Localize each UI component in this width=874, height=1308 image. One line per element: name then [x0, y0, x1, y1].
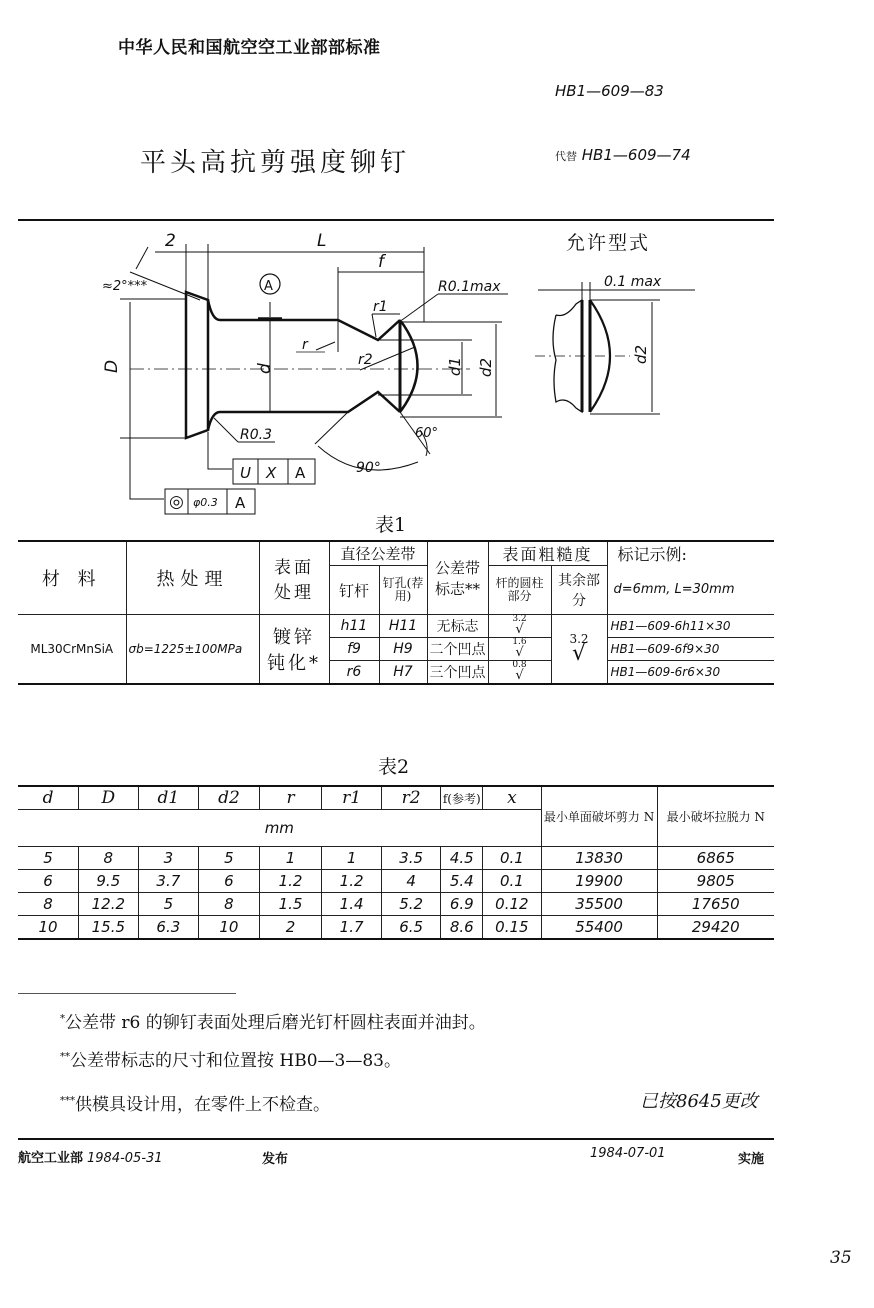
top-divider: [18, 219, 774, 221]
cell: 1.2: [259, 870, 322, 893]
label-r1: r1: [373, 299, 388, 315]
cell: 8: [199, 893, 260, 916]
roughness-symbol-icon: 3.2 √: [512, 614, 527, 637]
tip-radius: R0.1max: [438, 279, 501, 295]
hole-tolerance-2: H9: [379, 638, 427, 661]
note-3: ***供模具设计用，在零件上不检查。: [60, 1095, 330, 1115]
surface-treatment-value: 镀锌钝化*: [259, 615, 329, 685]
label-d1: d1: [446, 356, 464, 376]
col-d1: d1: [138, 786, 199, 810]
cell: 2: [259, 916, 322, 940]
cell: 17650: [657, 893, 774, 916]
header-surface-treatment: 表面处理: [259, 541, 329, 615]
cell: 10: [18, 916, 79, 940]
cell: 4.5: [441, 847, 483, 870]
roughness-shank-1: [488, 615, 551, 638]
table2-header-row: [18, 786, 774, 810]
col-r1: r1: [322, 786, 382, 810]
header-roughness-other: 其余部分: [551, 566, 607, 615]
cell: 9805: [657, 870, 774, 893]
cell: 4: [381, 870, 441, 893]
col-d2: d2: [199, 786, 260, 810]
cell: 5: [199, 847, 260, 870]
tolerance-mark-3: 三个凹点: [427, 661, 488, 685]
concentricity-icon: ◎: [169, 492, 184, 512]
header-rivet-shank: 钉杆: [329, 566, 379, 615]
cell: 6.5: [381, 916, 441, 940]
cell: 1: [259, 847, 322, 870]
dim-length: L: [317, 231, 327, 251]
cell: 1: [322, 847, 382, 870]
published-label: 发布: [262, 1152, 289, 1167]
cell: 9.5: [79, 870, 139, 893]
cell: 6.9: [441, 893, 483, 916]
roughness-symbol-icon: 1.6 √: [512, 637, 527, 660]
replaces-number: HB1—609—74: [581, 146, 691, 164]
header-roughness-shank: 杆的圆柱部分: [488, 566, 551, 615]
col-f: f(参考): [441, 786, 483, 810]
cell: 55400: [541, 916, 657, 940]
cell: 5.2: [381, 893, 441, 916]
table-row: [18, 847, 774, 870]
tol-frame-1-symbol: U: [240, 464, 251, 482]
header-material: 材 料: [18, 541, 126, 615]
cell: 1.2: [322, 870, 382, 893]
header-rivet-hole: 钉孔(荐用): [379, 566, 427, 615]
roughness-other-value: [551, 615, 607, 685]
hole-tolerance-1: H11: [379, 615, 427, 638]
cell: 1.7: [322, 916, 382, 940]
header-marking-params: d=6mm, L=30mm: [607, 566, 774, 615]
implemented-label: 实施: [738, 1152, 765, 1167]
handwritten-revision-note: 已按8645更改: [640, 1091, 758, 1112]
rivet-drawing: [90, 222, 530, 522]
marking-example-1: HB1—609-6h11×30: [607, 615, 774, 638]
header-marking-example: 标记示例:: [607, 541, 774, 566]
col-r2: r2: [381, 786, 441, 810]
cell: 8: [79, 847, 139, 870]
organization-header: 中华人民和国航空空工业部部标准: [118, 38, 381, 58]
angle-90: 90°: [356, 460, 381, 476]
document-title: 平头高抗剪强度铆钉: [140, 148, 411, 178]
header-roughness: 表面粗糙度: [488, 541, 607, 566]
cell: 0.15: [483, 916, 541, 940]
cell: 10: [199, 916, 260, 940]
cell: 0.1: [483, 870, 541, 893]
dim-head-thickness: 2: [165, 231, 176, 251]
header-tolerance-mark: 公差带标志**: [427, 541, 488, 615]
shank-tolerance-1: h11: [329, 615, 379, 638]
marking-example-2: HB1—609-6f9×30: [607, 638, 774, 661]
cell: 19900: [541, 870, 657, 893]
cell: 1.4: [322, 893, 382, 916]
table2: [18, 785, 774, 940]
cell: 13830: [541, 847, 657, 870]
col-min-shear-force: 最小单面破坏剪力 N: [541, 786, 657, 847]
tolerance-mark-1: 无标志: [427, 615, 488, 638]
table2-caption: 表2: [378, 756, 410, 778]
allowed-form-title: 允许型式: [566, 232, 651, 254]
table-row: [18, 916, 774, 940]
cell: 29420: [657, 916, 774, 940]
allowed-form-drawing: [530, 260, 730, 430]
cell: 6865: [657, 847, 774, 870]
label-d2: d2: [477, 357, 495, 377]
roughness-shank-3: [488, 661, 551, 685]
head-angle: ≈2°***: [102, 279, 148, 294]
roughness-symbol-icon: 0.8 √: [512, 660, 527, 683]
roughness-shank-2: [488, 638, 551, 661]
notes-divider: [18, 993, 236, 994]
cell: 6: [199, 870, 260, 893]
marking-example-3: HB1—609-6r6×30: [607, 661, 774, 685]
note-2: **公差带标志的尺寸和位置按 HB0—3—83。: [60, 1051, 401, 1071]
shank-tolerance-2: f9: [329, 638, 379, 661]
cell: 3: [138, 847, 199, 870]
cell: 5: [18, 847, 79, 870]
cell: 15.5: [79, 916, 139, 940]
material-value: ML30CrMnSiA: [18, 615, 126, 685]
tol-frame-1-datum: A: [295, 464, 306, 482]
header-diameter-tolerance: 直径公差带: [329, 541, 427, 566]
dim-f: f: [378, 252, 384, 272]
cell: 5.4: [441, 870, 483, 893]
cell: 0.1: [483, 847, 541, 870]
col-d: d: [18, 786, 79, 810]
issue-date: 1984-05-31: [87, 1151, 163, 1166]
cell: 8.6: [441, 916, 483, 940]
cell: 8: [18, 893, 79, 916]
tol-frame-1-value: X: [266, 464, 277, 482]
tolerance-mark-2: 二个凹点: [427, 638, 488, 661]
tol-frame-2-value: φ0.3: [193, 496, 218, 509]
table1-caption: 表1: [375, 514, 407, 536]
cell: 35500: [541, 893, 657, 916]
effective-date: 1984-07-01: [590, 1146, 666, 1161]
page-number: 35: [830, 1248, 852, 1268]
table-row: [18, 893, 774, 916]
label-d: d: [255, 363, 275, 374]
allowed-form-label-d2: d2: [632, 344, 650, 364]
col-min-pullout-force: 最小破坏拉脱力 N: [657, 786, 774, 847]
footer-divider: [18, 1138, 774, 1140]
replaces-label: 代替: [555, 150, 577, 163]
cell: 5: [138, 893, 199, 916]
cell: 1.5: [259, 893, 322, 916]
tol-frame-2-datum: A: [235, 494, 246, 512]
cell: 12.2: [79, 893, 139, 916]
note-1: *公差带 r6 的铆钉表面处理后磨光钉杆圆柱表面并油封。: [60, 1013, 486, 1033]
label-r: r: [302, 337, 308, 353]
label-D: D: [102, 359, 122, 373]
angle-60: 60°: [415, 426, 439, 441]
cell: 3.7: [138, 870, 199, 893]
hole-tolerance-3: H7: [379, 661, 427, 685]
col-r: r: [259, 786, 322, 810]
cell: 6.3: [138, 916, 199, 940]
heat-treatment-value: σb=1225±100MPa: [126, 615, 259, 685]
col-D: D: [79, 786, 139, 810]
header-heat-treatment: 热处理: [126, 541, 259, 615]
col-x: x: [483, 786, 541, 810]
fillet-radius: R0.3: [240, 427, 272, 443]
cell: 0.12: [483, 893, 541, 916]
document-number: HB1—609—83: [555, 82, 664, 100]
datum-a-label: A: [264, 279, 273, 294]
shank-tolerance-3: r6: [329, 661, 379, 685]
replaces-note: [555, 146, 691, 164]
issuer: 航空工业部 1984-05-31: [18, 1151, 163, 1166]
table-row: [18, 870, 774, 893]
label-r2: r2: [358, 352, 373, 368]
cell: 3.5: [381, 847, 441, 870]
table1: [18, 540, 774, 685]
allowed-form-dim: 0.1 max: [604, 274, 662, 290]
roughness-symbol-icon: 3.2 √: [569, 631, 589, 666]
cell: 6: [18, 870, 79, 893]
unit-label: mm: [18, 810, 541, 847]
